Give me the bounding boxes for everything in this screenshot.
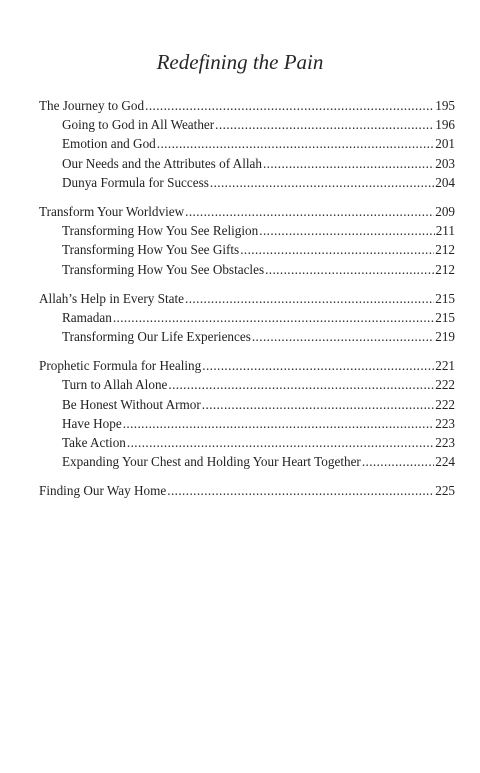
- toc-page-number: 224: [435, 454, 455, 470]
- toc-entry-label: Transforming How You See Gifts: [62, 242, 240, 258]
- toc-entry-label: Be Honest Without Armor: [62, 396, 201, 412]
- toc-entry-label: Allah’s Help in Every State: [39, 290, 185, 306]
- toc-section: [39, 96, 455, 192]
- toc-section: [39, 481, 455, 500]
- dot-leader: [123, 414, 435, 433]
- toc-entry: [39, 481, 455, 500]
- toc-subentry: [39, 414, 455, 433]
- toc-entry: [39, 202, 455, 221]
- dot-leader: [185, 202, 434, 221]
- toc-subentry: [39, 452, 455, 471]
- toc-page-number: 222: [435, 377, 455, 393]
- toc-subentry: [39, 327, 455, 346]
- toc-subentry: [39, 308, 455, 327]
- toc-entry-label: Take Action: [62, 435, 126, 450]
- toc-entry: [39, 356, 455, 375]
- toc-subentry: [39, 375, 455, 394]
- toc-entry-label: Finding Our Way Home: [39, 483, 167, 499]
- dot-leader: [215, 115, 434, 134]
- toc-subentry: [39, 221, 455, 240]
- toc-page-number: 215: [435, 290, 455, 306]
- dot-leader: [202, 395, 434, 414]
- toc-subentry: [39, 240, 455, 259]
- toc-page-number: 196: [435, 117, 455, 133]
- dot-leader: [265, 260, 434, 279]
- dot-leader: [210, 173, 434, 192]
- chapter-title: Redefining the Pain: [156, 50, 324, 74]
- dot-leader: [145, 96, 434, 115]
- toc-page-number: 211: [435, 223, 455, 239]
- toc-page-number: 195: [435, 98, 455, 113]
- toc-page-number: 212: [435, 242, 455, 258]
- toc-page-number: 215: [435, 309, 455, 325]
- toc-entry-label: Prophetic Formula for Healing: [39, 358, 202, 374]
- dot-leader: [113, 308, 434, 327]
- dot-leader: [167, 481, 434, 500]
- toc-entry-label: Expanding Your Chest and Holding Your Heart Together: [62, 454, 361, 470]
- table-of-contents: [39, 96, 455, 511]
- dot-leader: [240, 240, 434, 259]
- toc-entry-label: Going to God in All Weather: [62, 117, 215, 133]
- toc-section: [39, 202, 455, 279]
- dot-leader: [127, 433, 434, 452]
- toc-section: [39, 356, 455, 471]
- toc-page-number: 204: [435, 174, 455, 190]
- toc-subentry: [39, 154, 455, 173]
- toc-page-number: 209: [435, 203, 455, 219]
- toc-entry-label: Transform Your Worldview: [39, 203, 185, 219]
- dot-leader: [185, 289, 434, 308]
- toc-page-number: 201: [435, 136, 455, 152]
- toc-entry-label: Emotion and God: [62, 136, 156, 152]
- toc-page-number: 223: [435, 415, 455, 431]
- toc-section: [39, 289, 455, 347]
- toc-entry-label: Transforming How You See Obstacles: [62, 261, 265, 277]
- toc-page-number: 219: [435, 329, 455, 345]
- toc-page-number: 221: [435, 358, 455, 374]
- toc-entry: [39, 96, 455, 115]
- toc-page-number: 223: [435, 435, 455, 450]
- toc-page-number: 222: [435, 396, 455, 412]
- dot-leader: [202, 356, 434, 375]
- toc-entry-label: The Journey to God: [39, 98, 145, 113]
- toc-entry-label: Transforming How You See Religion: [62, 223, 259, 239]
- toc-subentry: [39, 173, 455, 192]
- toc-page-number: 203: [435, 155, 455, 171]
- toc-page-number: 225: [435, 483, 455, 499]
- toc-subentry: [39, 260, 455, 279]
- toc-entry-label: Transforming Our Life Experiences: [62, 329, 251, 345]
- dot-leader: [252, 327, 434, 346]
- toc-subentry: [39, 134, 455, 153]
- toc-subentry: [39, 115, 455, 134]
- toc-entry: [39, 289, 455, 308]
- toc-entry-label: Turn to Allah Alone: [62, 377, 168, 393]
- dot-leader: [259, 221, 434, 240]
- toc-entry-label: Ramadan: [62, 309, 112, 325]
- dot-leader: [263, 154, 434, 173]
- toc-page-number: 212: [435, 261, 455, 277]
- dot-leader: [168, 375, 434, 394]
- toc-entry-label: Our Needs and the Attributes of Allah: [62, 155, 262, 171]
- toc-entry-label: Dunya Formula for Success: [62, 174, 209, 190]
- dot-leader: [157, 134, 434, 153]
- toc-subentry: [39, 433, 455, 452]
- toc-entry-label: Have Hope: [62, 415, 122, 431]
- dot-leader: [362, 452, 434, 471]
- toc-subentry: [39, 395, 455, 414]
